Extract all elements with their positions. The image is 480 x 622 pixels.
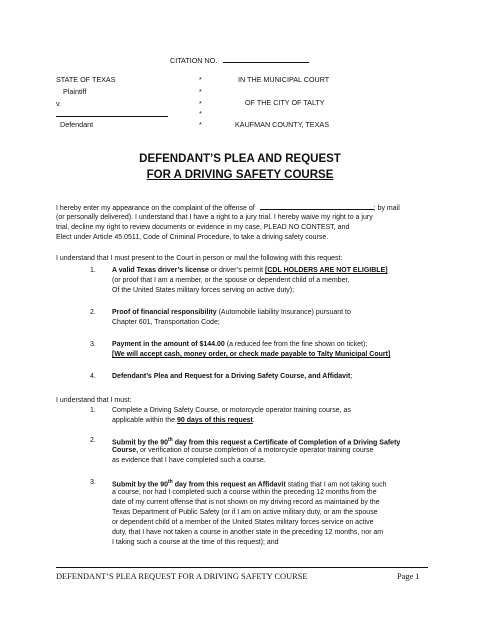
plaintiff-name: STATE OF TEXAS <box>56 75 116 84</box>
section-1-item-2-line-2: Chapter 601, Transportation Code; <box>112 319 220 326</box>
court-city: OF THE CITY OF TALTY <box>245 98 325 107</box>
defendant-label: Defendant <box>60 120 94 129</box>
item-text: or driver’s permit <box>208 267 266 274</box>
footer-page-number: Page 1 <box>397 572 420 581</box>
section-2-item-1-line-2 <box>112 416 255 425</box>
section-2-item-1-line-1: Complete a Driving Safety Course, or motorcycle operator training course, as <box>112 407 351 414</box>
caption-star: * <box>199 109 202 118</box>
item-text: stating that I am not taking such <box>285 481 387 489</box>
item-number: 2. <box>90 309 96 316</box>
section-1-item-1-line-1 <box>112 266 388 275</box>
section-2-item-2-line-3: as evidence that I have completed such a course. <box>112 457 266 464</box>
document-title-line-2 <box>0 168 480 182</box>
item-number: 1. <box>90 407 96 414</box>
intro-line-1 <box>56 203 400 213</box>
document-title-line-1: DEFENDANT’S PLEA AND REQUEST <box>139 153 341 165</box>
item-text: or verification of course completion of a motorcycle operator training course <box>138 447 374 454</box>
plaintiff-label: Plaintiff <box>63 87 87 96</box>
intro-text: ; by mail <box>373 205 400 212</box>
item-text: (Automobile liability Insurance) pursuant to <box>216 309 351 316</box>
intro-text: I hereby enter my appearance on the complaint of the offense of <box>56 205 255 212</box>
item-bold-text: Course, <box>112 447 139 454</box>
caption-star: * <box>199 87 202 96</box>
item-bold-text: Defendant’s Plea and Request for a Driving Safety Course, and Affidavit <box>112 373 351 380</box>
footer-rule <box>56 567 428 568</box>
section-2-item-2-line-2 <box>112 446 373 455</box>
item-bold-text: A valid Texas driver’s license <box>112 267 209 274</box>
item-number: 3. <box>90 479 96 486</box>
item-text: ; <box>350 373 353 380</box>
ordinal-suffix: th <box>168 437 173 443</box>
section-1-item-3-line-1 <box>112 340 367 349</box>
section-2-item-3-line: a course, nor had I completed such a course within the preceding 12 months from the <box>112 489 377 496</box>
section-2-item-3-line: duty, that I have not taken a course in another state in the preceding 12 months, nor am <box>112 529 384 536</box>
item-bold-underlined-text: [CDL HOLDERS ARE NOT ELIGIBLE] <box>265 267 388 274</box>
item-number: 2. <box>90 437 96 444</box>
section-1-item-3-line-2: [We will accept cash, money order, or check made payable to Talty Municipal Court] <box>112 351 391 358</box>
section-1-item-2-line-1 <box>112 308 351 317</box>
section-2-item-3-line: Texas Department of Public Safety (or if I am on active military duty, or am the spouse <box>112 509 378 516</box>
court-county: KAUFMAN COUNTY, TEXAS <box>235 120 329 129</box>
section-2-item-3-line: I taking such a course at the time of this request); and <box>112 539 279 546</box>
item-number: 3. <box>90 341 96 348</box>
document-title-line-2-text: FOR A DRIVING SAFETY COURSE <box>146 169 334 181</box>
ordinal-suffix: th <box>168 479 173 485</box>
caption-star: * <box>199 120 202 129</box>
section-2-lead: I understand that I must: <box>56 397 132 404</box>
item-number: 1. <box>90 267 96 274</box>
intro-line-3: trial, decline my right to review documents or evidence in my case, PLEAD NO CONTEST, and <box>56 224 350 231</box>
item-text: applicable within the <box>112 417 177 424</box>
item-number: 4. <box>90 373 96 380</box>
item-bold-text: day from this request an Affidavit <box>172 481 286 489</box>
item-bold-text: day from this request a Certificate of Completion of a Driving Safety <box>172 439 401 447</box>
citation-label: CITATION NO. <box>170 56 218 65</box>
versus-label: v. <box>56 99 62 108</box>
offense-blank[interactable] <box>260 203 374 210</box>
item-bold-text: Submit by the 90 <box>112 439 169 447</box>
item-text: (a reduced fee from the fine shown on ticket); <box>224 341 368 348</box>
footer-title: DEFENDANT’S PLEA REQUEST FOR A DRIVING SAFETY COURSE <box>56 572 308 581</box>
section-1-item-1-line-2: (or proof that I am a member, or the spouse or dependent child of a member, <box>112 277 350 284</box>
item-bold-underlined-text: 90 days of this request <box>177 417 253 424</box>
section-2-item-3-line: date of my current offense that is not shown on my driving record as maintained by the <box>112 499 380 506</box>
intro-line-2: (or personally delivered). I understand that I have a right to a jury trial. I hereby waive my right to a jury <box>56 214 373 221</box>
citation-number-blank[interactable] <box>223 56 309 63</box>
item-bold-text: Proof of financial responsibility <box>112 309 217 316</box>
defendant-name-blank[interactable] <box>56 116 168 117</box>
item-text: . <box>252 417 255 424</box>
section-1-item-1-line-3: Of the United States military forces serving on active duty); <box>112 287 295 294</box>
court-name: IN THE MUNICIPAL COURT <box>238 75 330 84</box>
section-1-item-4-line-1 <box>112 372 352 381</box>
item-bold-text: Submit by the 90 <box>112 481 169 489</box>
section-1-lead: I understand that I must present to the Court in person or mail the following with this request: <box>56 255 343 262</box>
caption-star: * <box>199 75 202 84</box>
intro-line-4: Elect under Article 45.0511, Code of Criminal Procedure, to take a driving safety course. <box>56 234 329 241</box>
caption-star: * <box>199 99 202 108</box>
citation-number <box>170 56 309 65</box>
item-bold-text: Payment in the amount of $144.00 <box>112 341 225 348</box>
section-2-item-3-line: or dependent child of a member of the United States military forces service on active <box>112 519 374 526</box>
